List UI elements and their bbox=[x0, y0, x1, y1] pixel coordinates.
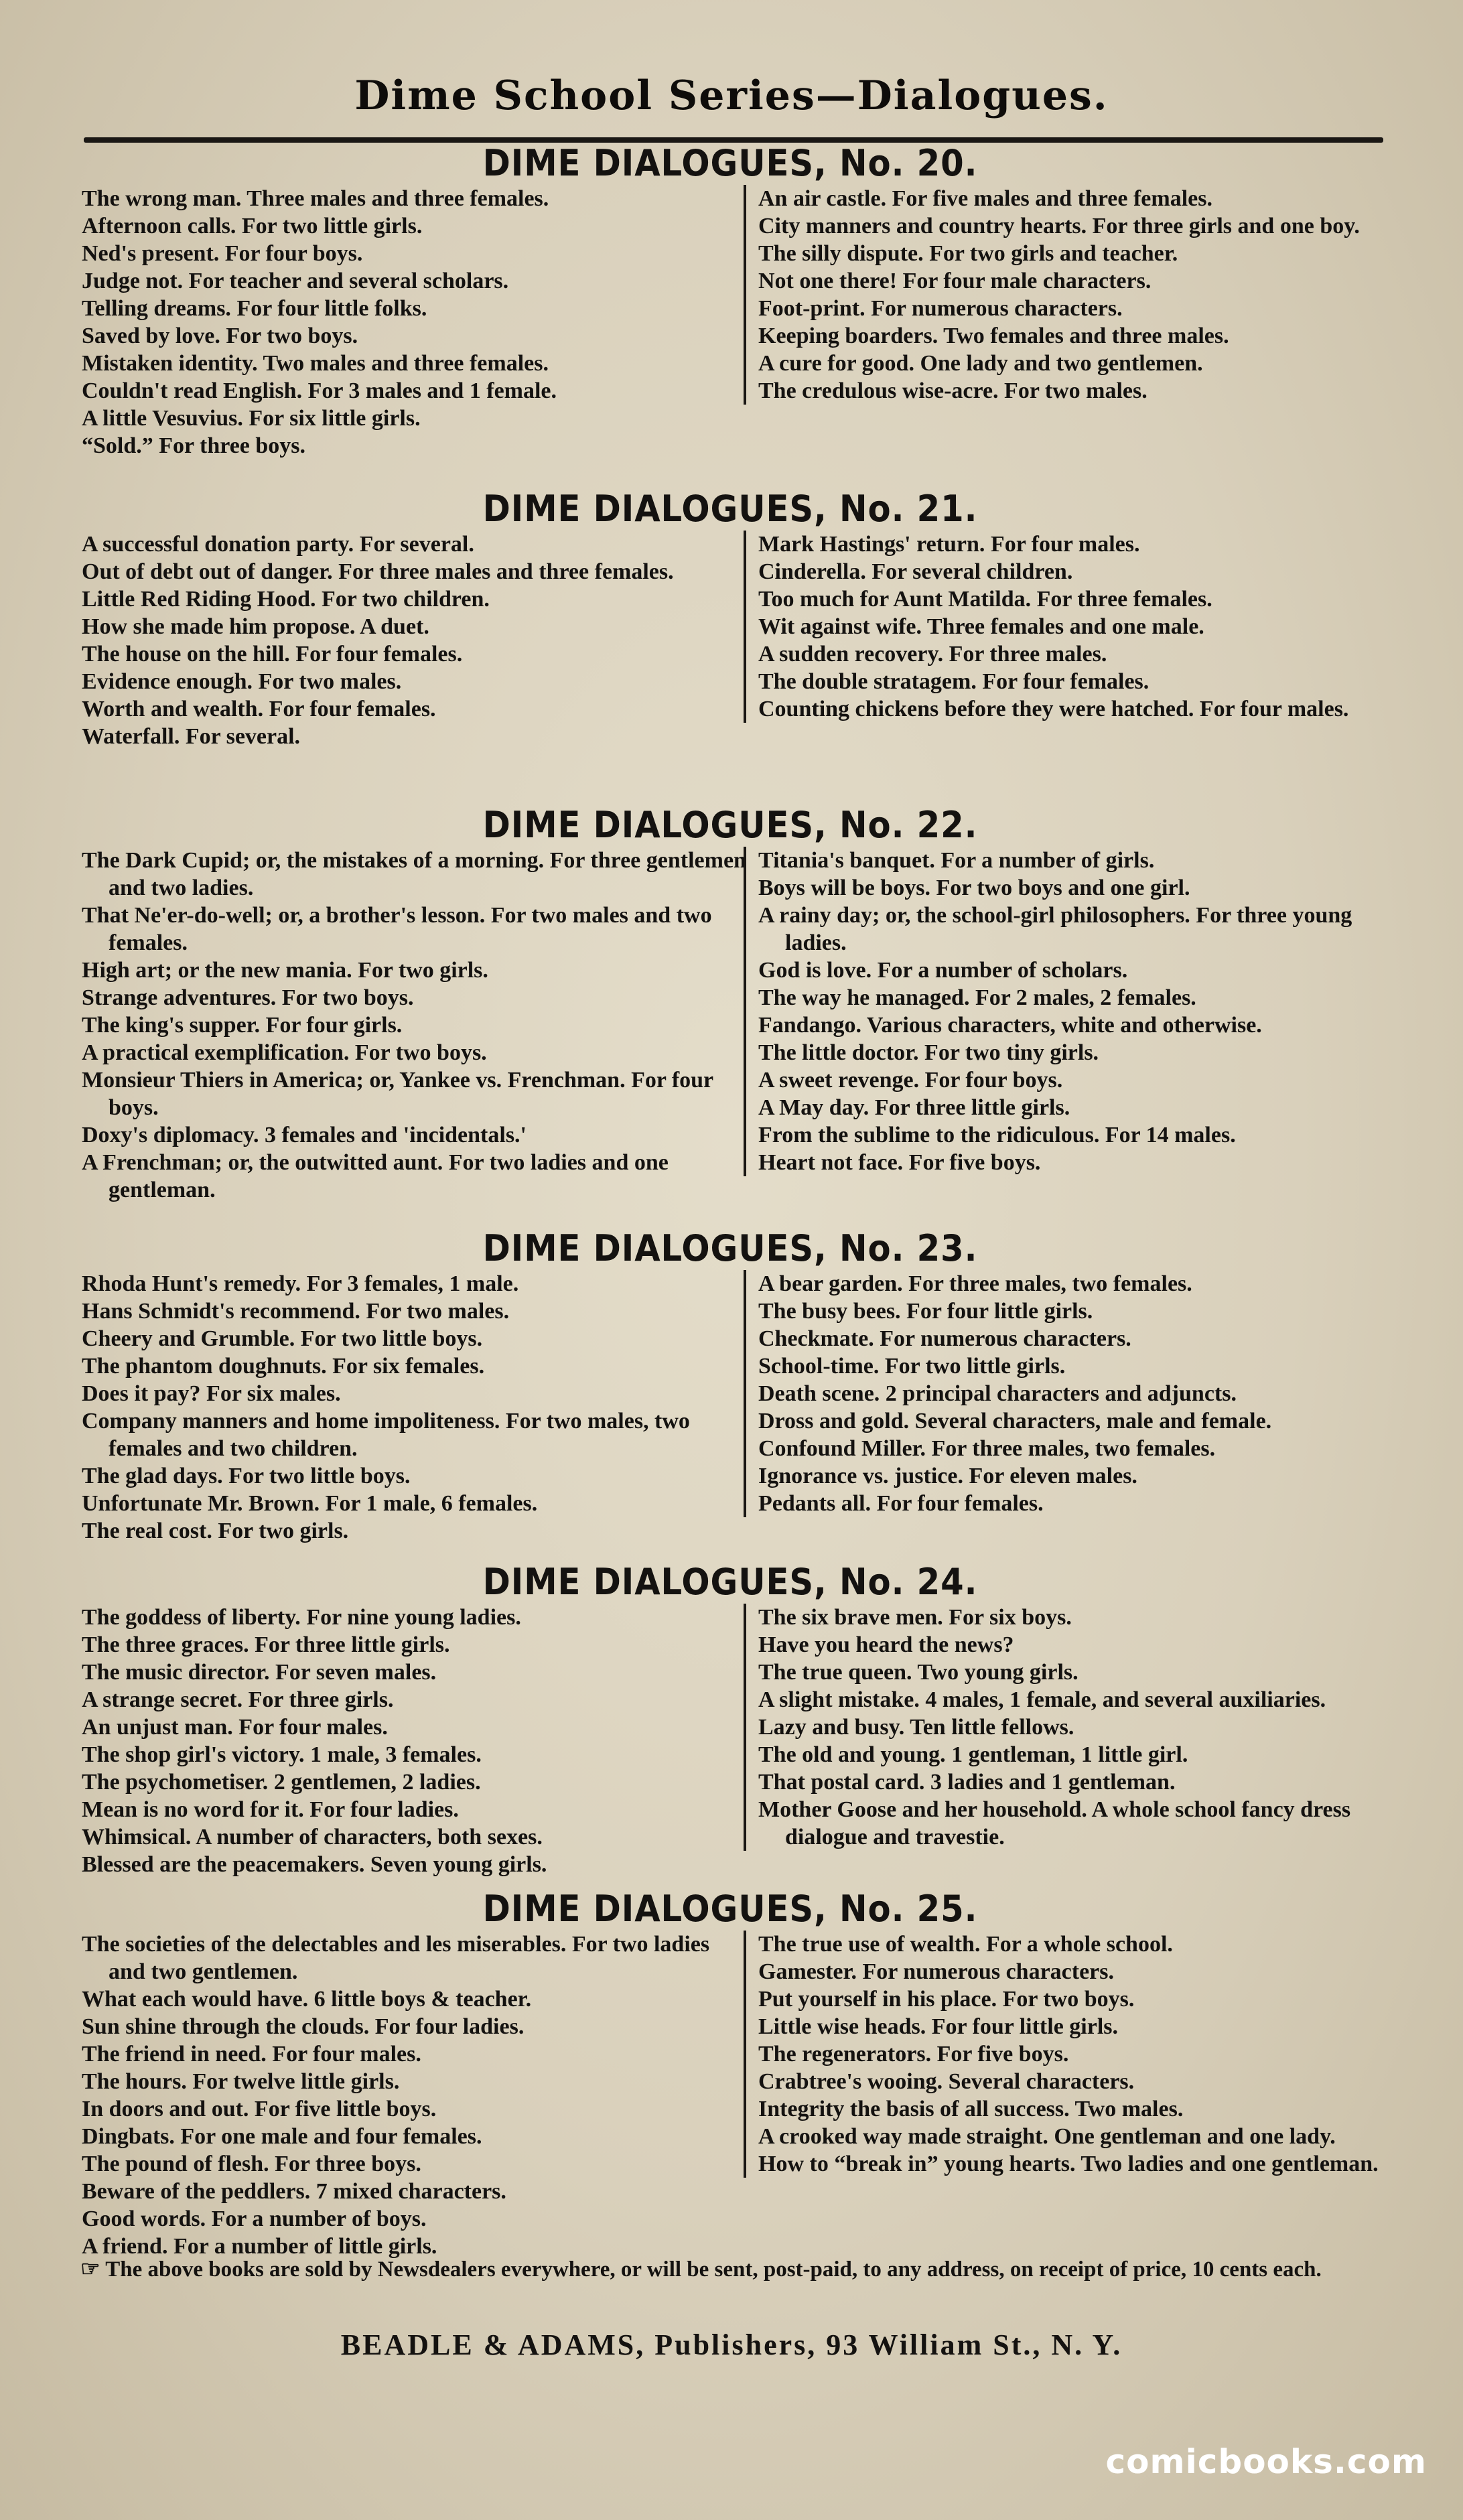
list-item: The regenerators. For five boys. bbox=[758, 2042, 1069, 2067]
right-column bbox=[744, 1270, 1387, 1517]
list-item: Sun shine through the clouds. For four ladies. bbox=[82, 2014, 525, 2039]
right-column bbox=[744, 531, 1387, 723]
list-item: Dross and gold. Several characters, male and female. bbox=[758, 1409, 1272, 1433]
list-item: Fandango. Various characters, white and otherwise. bbox=[758, 1013, 1262, 1038]
list-item: Blessed are the peacemakers. Seven young girls. bbox=[82, 1852, 547, 1877]
dialogues-section-23 bbox=[74, 1227, 1387, 1551]
section-title: DIME DIALOGUES, No. 24. bbox=[482, 1561, 978, 1603]
list-item: Foot-print. For numerous characters. bbox=[758, 296, 1123, 321]
list-item: A slight mistake. 4 males, 1 female, and several auxiliaries. bbox=[758, 1687, 1326, 1712]
section-columns bbox=[74, 1604, 1387, 1885]
list-item: Not one there! For four male characters. bbox=[758, 269, 1152, 293]
list-item: Company manners and home impoliteness. For two males, two females and two children. bbox=[82, 1409, 690, 1461]
left-column bbox=[82, 1604, 752, 1878]
list-item: Confound Miller. For three males, two females. bbox=[758, 1436, 1216, 1461]
list-item: A strange secret. For three girls. bbox=[82, 1687, 394, 1712]
list-item: A successful donation party. For several. bbox=[82, 532, 474, 557]
list-item: An air castle. For five males and three females. bbox=[758, 186, 1212, 211]
list-item: “Sold.” For three boys. bbox=[82, 433, 306, 458]
section-title: DIME DIALOGUES, No. 23. bbox=[482, 1227, 978, 1269]
list-item: The Dark Cupid; or, the mistakes of a morning. For three gentlemen and two ladies. bbox=[82, 848, 746, 900]
list-item: School-time. For two little girls. bbox=[758, 1354, 1066, 1379]
list-item: A friend. For a number of little girls. bbox=[82, 2234, 437, 2259]
list-item: Worth and wealth. For four females. bbox=[82, 697, 436, 721]
list-item: The shop girl's victory. 1 male, 3 females. bbox=[82, 1742, 482, 1767]
list-item: The silly dispute. For two girls and teacher. bbox=[758, 241, 1178, 266]
list-item: Gamester. For numerous characters. bbox=[758, 1959, 1114, 1984]
right-column bbox=[744, 847, 1387, 1176]
list-item: Evidence enough. For two males. bbox=[82, 669, 402, 694]
list-item: The pound of flesh. For three boys. bbox=[82, 2152, 421, 2176]
list-item: Integrity the basis of all success. Two males. bbox=[758, 2097, 1184, 2121]
list-item: Judge not. For teacher and several scholars. bbox=[82, 269, 509, 293]
list-item: A practical exemplification. For two boys. bbox=[82, 1040, 487, 1065]
list-item: Cheery and Grumble. For two little boys. bbox=[82, 1326, 483, 1351]
list-item: The little doctor. For two tiny girls. bbox=[758, 1040, 1099, 1065]
list-item: Mother Goose and her household. A whole school fancy dress dialogue and travestie. bbox=[758, 1797, 1351, 1849]
list-item: A May day. For three little girls. bbox=[758, 1095, 1070, 1120]
section-title: DIME DIALOGUES, No. 25. bbox=[482, 1888, 978, 1930]
watermark: comicbooks.com bbox=[1105, 2442, 1427, 2481]
section-columns bbox=[74, 1270, 1387, 1551]
list-item: Rhoda Hunt's remedy. For 3 females, 1 male. bbox=[82, 1271, 519, 1296]
dialogues-section-20 bbox=[74, 142, 1387, 466]
list-item: Pedants all. For four females. bbox=[758, 1491, 1044, 1516]
list-item: Does it pay? For six males. bbox=[82, 1381, 341, 1406]
list-item: The six brave men. For six boys. bbox=[758, 1605, 1072, 1630]
list-item: Strange adventures. For two boys. bbox=[82, 985, 414, 1010]
list-item: The three graces. For three little girls. bbox=[82, 1632, 450, 1657]
list-item: Dingbats. For one male and four females. bbox=[82, 2124, 482, 2149]
list-item: From the sublime to the ridiculous. For 14 males. bbox=[758, 1123, 1236, 1147]
dialogues-section-25 bbox=[74, 1888, 1387, 2259]
list-item: The societies of the delectables and les miserables. For two ladies and two gentlemen. bbox=[82, 1932, 710, 1984]
list-item: The hours. For twelve little girls. bbox=[82, 2069, 400, 2094]
list-item: How she made him propose. A duet. bbox=[82, 614, 429, 639]
list-item: Saved by love. For two boys. bbox=[82, 324, 358, 348]
list-item: What each would have. 6 little boys & teacher. bbox=[82, 1987, 532, 2012]
publisher-line: BEADLE & ADAMS, Publishers, 93 William St., N. Y. bbox=[340, 2328, 1123, 2361]
list-item: Checkmate. For numerous characters. bbox=[758, 1326, 1131, 1351]
list-item: The glad days. For two little boys. bbox=[82, 1464, 411, 1488]
list-item: God is love. For a number of scholars. bbox=[758, 958, 1128, 983]
dialogues-section-21 bbox=[74, 488, 1387, 778]
list-item: Whimsical. A number of characters, both sexes. bbox=[82, 1825, 543, 1849]
list-item: Lazy and busy. Ten little fellows. bbox=[758, 1715, 1074, 1740]
list-item: A crooked way made straight. One gentleman and one lady. bbox=[758, 2124, 1336, 2149]
list-item: Ned's present. For four boys. bbox=[82, 241, 363, 266]
list-item: Monsieur Thiers in America; or, Yankee vs. Frenchman. For four boys. bbox=[82, 1068, 713, 1120]
page-header: Dime School Series—Dialogues. bbox=[354, 72, 1109, 119]
right-column bbox=[744, 1604, 1387, 1851]
list-item: Wit against wife. Three females and one male. bbox=[758, 614, 1204, 639]
left-column bbox=[82, 185, 752, 460]
list-item: The busy bees. For four little girls. bbox=[758, 1299, 1093, 1324]
list-item: Death scene. 2 principal characters and adjuncts. bbox=[758, 1381, 1237, 1406]
list-item: City manners and country hearts. For three girls and one boy. bbox=[758, 214, 1360, 238]
list-item: A bear garden. For three males, two females. bbox=[758, 1271, 1192, 1296]
left-column bbox=[82, 847, 752, 1204]
list-item: The real cost. For two girls. bbox=[82, 1519, 349, 1543]
list-item: The wrong man. Three males and three females. bbox=[82, 186, 549, 211]
list-item: The king's supper. For four girls. bbox=[82, 1013, 403, 1038]
list-item: Mean is no word for it. For four ladies. bbox=[82, 1797, 459, 1822]
list-item: The psychometiser. 2 gentlemen, 2 ladies. bbox=[82, 1770, 481, 1795]
list-item: Titania's banquet. For a number of girls. bbox=[758, 848, 1155, 873]
list-item: Cinderella. For several children. bbox=[758, 559, 1073, 584]
footer-note: ☞ The above books are sold by Newsdealers everywhere, or will be sent, post-paid, to any address, on receipt of price, 10 cents each. bbox=[80, 2257, 1322, 2282]
list-item: How to “break in” young hearts. Two ladies and one gentleman. bbox=[758, 2152, 1379, 2176]
left-column bbox=[82, 1931, 752, 2260]
list-item: The goddess of liberty. For nine young ladies. bbox=[82, 1605, 521, 1630]
list-item: Crabtree's wooing. Several characters. bbox=[758, 2069, 1135, 2094]
list-item: In doors and out. For five little boys. bbox=[82, 2097, 437, 2121]
list-item: The house on the hill. For four females. bbox=[82, 642, 463, 667]
list-item: Boys will be boys. For two boys and one girl. bbox=[758, 876, 1190, 900]
list-item: An unjust man. For four males. bbox=[82, 1715, 388, 1740]
list-item: Out of debt out of danger. For three males and three females. bbox=[82, 559, 674, 584]
dialogues-section-24 bbox=[74, 1561, 1387, 1885]
list-item: Afternoon calls. For two little girls. bbox=[82, 214, 423, 238]
list-item: The phantom doughnuts. For six females. bbox=[82, 1354, 485, 1379]
list-item: Waterfall. For several. bbox=[82, 724, 301, 749]
list-item: A Frenchman; or, the outwitted aunt. For two ladies and one gentleman. bbox=[82, 1150, 669, 1202]
list-item: A little Vesuvius. For six little girls. bbox=[82, 406, 421, 431]
list-item: A cure for good. One lady and two gentlemen. bbox=[758, 351, 1203, 376]
right-column bbox=[744, 1931, 1387, 2178]
list-item: Unfortunate Mr. Brown. For 1 male, 6 females. bbox=[82, 1491, 538, 1516]
list-item: A sweet revenge. For four boys. bbox=[758, 1068, 1063, 1093]
list-item: High art; or the new mania. For two girls. bbox=[82, 958, 488, 983]
list-item: The friend in need. For four males. bbox=[82, 2042, 421, 2067]
section-columns bbox=[74, 531, 1387, 778]
list-item: Mistaken identity. Two males and three females. bbox=[82, 351, 549, 376]
section-title: DIME DIALOGUES, No. 22. bbox=[482, 804, 978, 846]
list-item: Counting chickens before they were hatched. For four males. bbox=[758, 697, 1349, 721]
list-item: Too much for Aunt Matilda. For three females. bbox=[758, 587, 1212, 612]
left-column bbox=[82, 1270, 752, 1545]
list-item: Little Red Riding Hood. For two children. bbox=[82, 587, 490, 612]
list-item: Ignorance vs. justice. For eleven males. bbox=[758, 1464, 1137, 1488]
list-item: Mark Hastings' return. For four males. bbox=[758, 532, 1140, 557]
list-item: The music director. For seven males. bbox=[82, 1660, 437, 1685]
list-item: That postal card. 3 ladies and 1 gentleman. bbox=[758, 1770, 1176, 1795]
list-item: The true queen. Two young girls. bbox=[758, 1660, 1078, 1685]
list-item: Keeping boarders. Two females and three males. bbox=[758, 324, 1229, 348]
list-item: The true use of wealth. For a whole school. bbox=[758, 1932, 1173, 1957]
list-item: The old and young. 1 gentleman, 1 little girl. bbox=[758, 1742, 1188, 1767]
list-item: Hans Schmidt's recommend. For two males. bbox=[82, 1299, 510, 1324]
list-item: Have you heard the news? bbox=[758, 1632, 1014, 1657]
list-item: Good words. For a number of boys. bbox=[82, 2207, 427, 2231]
section-columns bbox=[74, 847, 1387, 1202]
list-item: The credulous wise-acre. For two males. bbox=[758, 378, 1147, 403]
section-columns bbox=[74, 185, 1387, 466]
left-column bbox=[82, 531, 752, 750]
list-item: Put yourself in his place. For two boys. bbox=[758, 1987, 1135, 2012]
list-item: Little wise heads. For four little girls. bbox=[758, 2014, 1119, 2039]
list-item: Beware of the peddlers. 7 mixed characters. bbox=[82, 2179, 506, 2204]
list-item: The way he managed. For 2 males, 2 females. bbox=[758, 985, 1196, 1010]
right-column bbox=[744, 185, 1387, 405]
section-title: DIME DIALOGUES, No. 21. bbox=[482, 488, 978, 530]
section-title: DIME DIALOGUES, No. 20. bbox=[482, 142, 978, 184]
list-item: That Ne'er-do-well; or, a brother's lesson. For two males and two females. bbox=[82, 903, 712, 955]
list-item: Telling dreams. For four little folks. bbox=[82, 296, 427, 321]
list-item: Heart not face. For five boys. bbox=[758, 1150, 1041, 1175]
section-columns bbox=[74, 1931, 1387, 2259]
list-item: Doxy's diplomacy. 3 females and 'incidentals.' bbox=[82, 1123, 527, 1147]
list-item: The double stratagem. For four females. bbox=[758, 669, 1150, 694]
list-item: A rainy day; or, the school-girl philosophers. For three young ladies. bbox=[758, 903, 1352, 955]
dialogues-section-22 bbox=[74, 804, 1387, 1202]
list-item: A sudden recovery. For three males. bbox=[758, 642, 1107, 667]
list-item: Couldn't read English. For 3 males and 1 female. bbox=[82, 378, 557, 403]
